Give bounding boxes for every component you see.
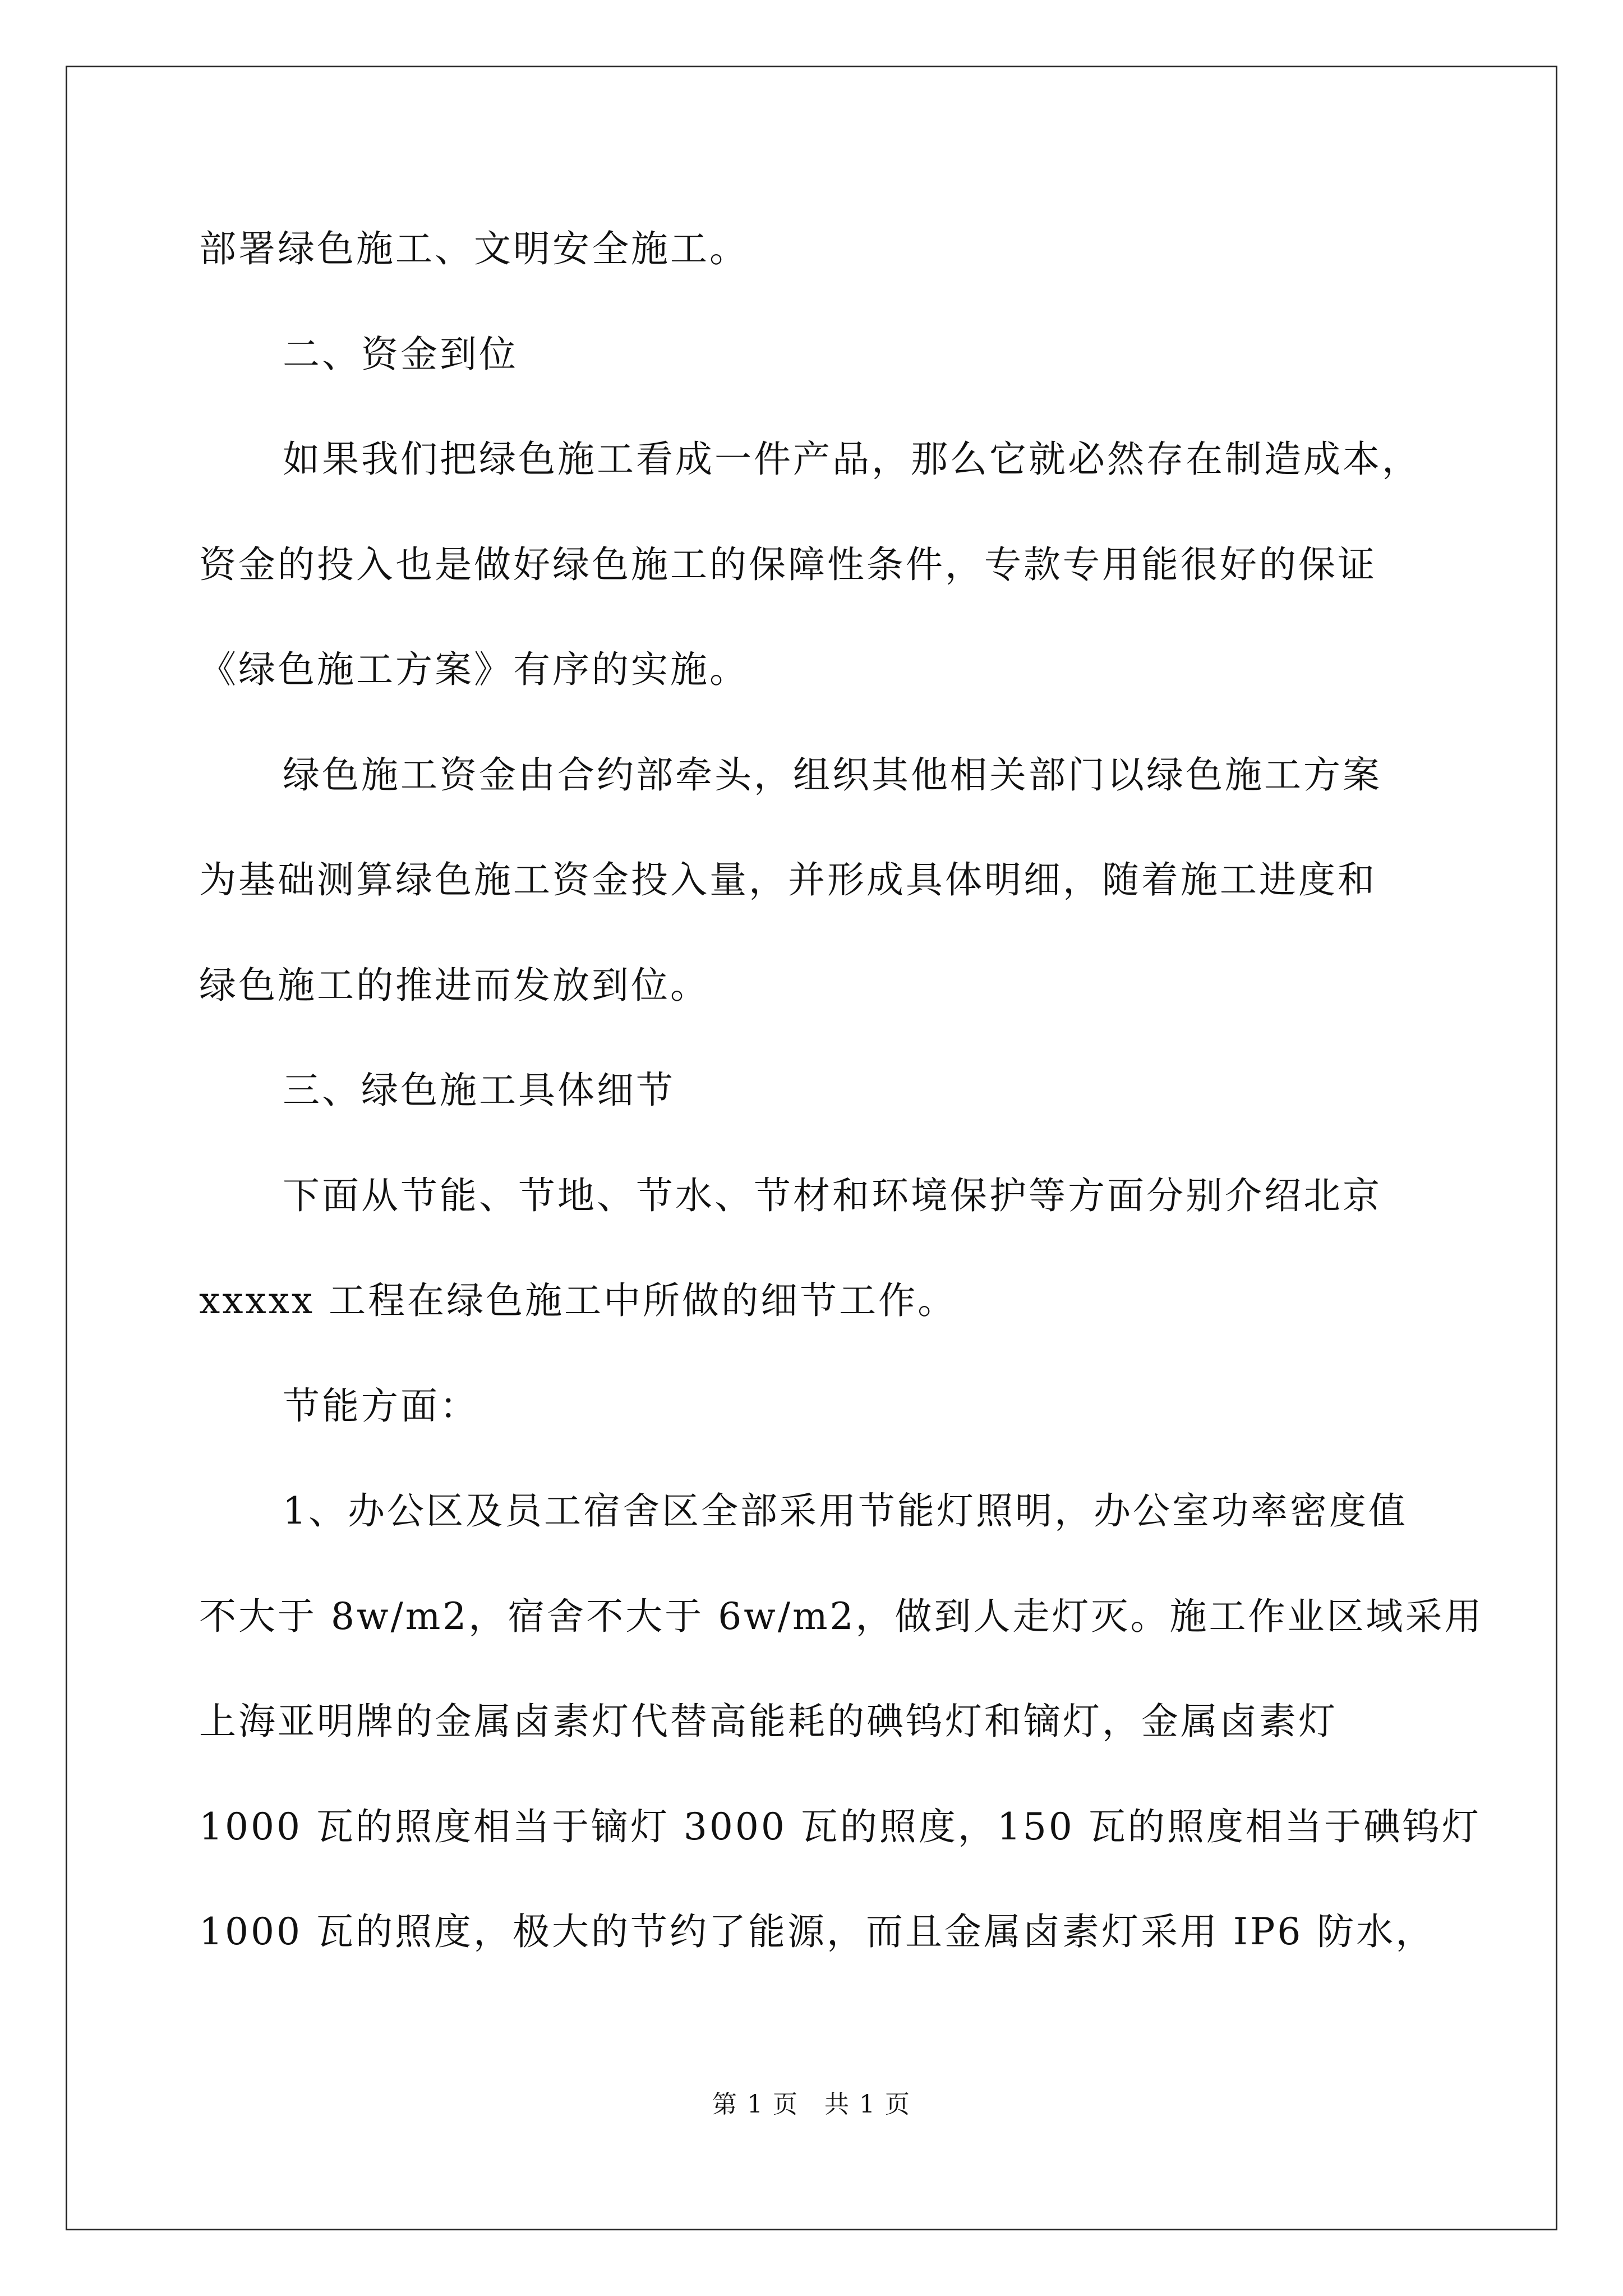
text-line: 如果我们把绿色施工看成一件产品，那么它就必然存在制造成本， (283, 438, 1421, 481)
text-line: xxxxx 工程在绿色施工中所做的细节工作。 (199, 1279, 957, 1322)
text-line: 上海亚明牌的金属卤素灯代替高能耗的碘钨灯和镝灯，金属卤素灯 (199, 1700, 1338, 1743)
text-line: 《绿色施工方案》有序的实施。 (199, 648, 749, 691)
text-line: 1、办公区及员工宿舍区全部采用节能灯照明，办公室功率密度值 (283, 1489, 1408, 1533)
text-line: 部署绿色施工、文明安全施工。 (199, 227, 749, 270)
text-line: 为基础测算绿色施工资金投入量，并形成具体明细，随着施工进度和 (199, 858, 1377, 901)
text-line: 1000 瓦的照度相当于镝灯 3000 瓦的照度，150 瓦的照度相当于碘钨灯 (199, 1805, 1481, 1848)
section-heading: 三、绿色施工具体细节 (283, 1069, 675, 1112)
page-footer: 第 1 页 共 1 页 (712, 2090, 911, 2119)
text-line: 绿色施工资金由合约部牵头，组织其他相关部门以绿色施工方案 (283, 753, 1382, 797)
text-line: 1000 瓦的照度，极大的节约了能源，而且金属卤素灯采用 IP6 防水， (199, 1910, 1435, 1953)
subheading: 节能方面： (283, 1384, 479, 1428)
text-line: 下面从节能、节地、节水、节材和环境保护等方面分别介绍北京 (283, 1174, 1382, 1217)
section-heading: 二、资金到位 (283, 333, 518, 376)
page-border (66, 66, 1557, 2230)
text-line: 资金的投入也是做好绿色施工的保障性条件，专款专用能很好的保证 (199, 543, 1377, 586)
text-line: 不大于 8w/m2，宿舍不大于 6w/m2，做到人走灯灭。施工作业区域采用 (199, 1595, 1484, 1638)
text-line: 绿色施工的推进而发放到位。 (199, 964, 709, 1007)
